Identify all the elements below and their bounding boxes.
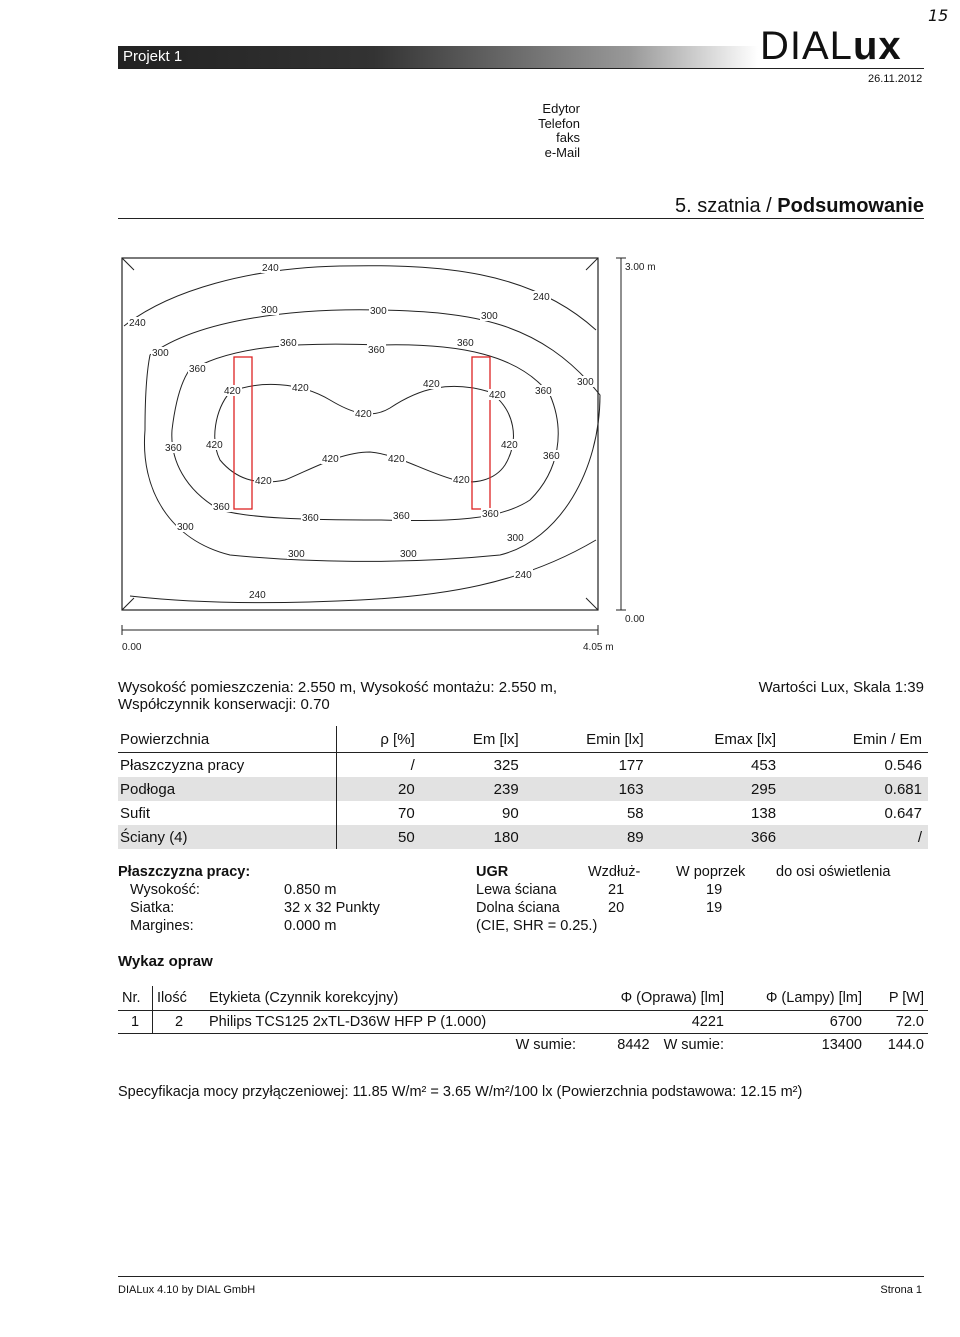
luminaire-left <box>234 357 252 509</box>
surfaces-table <box>118 726 928 849</box>
isoline-label: 420 <box>292 383 309 394</box>
workplane-margins: 0.000 m <box>284 918 337 934</box>
surface-cell: 177 <box>618 756 644 774</box>
surface-cell: 138 <box>751 804 777 822</box>
isoline-label: 240 <box>533 292 550 303</box>
luminaire-cell: 1 <box>118 1011 153 1034</box>
room-info-line1: Wysokość pomieszczenia: 2.550 m, Wysokość montażu: 2.550 m, <box>118 679 558 696</box>
luminaire-cell: 4221 <box>691 1014 724 1030</box>
isoline-label: 420 <box>255 476 272 487</box>
isoline-label: 360 <box>393 511 410 522</box>
scale-info: Wartości Lux, Skala 1:39 <box>758 679 924 696</box>
col-ratio: Emin / Em <box>852 730 922 748</box>
isoline-label: 360 <box>543 451 560 462</box>
surface-cell: Sufit <box>118 801 337 825</box>
workplane-title: Płaszczyzna pracy: <box>118 864 251 880</box>
workplane-grid: 32 x 32 Punkty <box>284 900 380 916</box>
isoline-label: 360 <box>189 364 206 375</box>
surface-row <box>118 801 928 825</box>
dialux-logo: DIALux <box>760 24 902 68</box>
luminaire-cell: Philips TCS125 2xTL-D36W HFP P (1.000) <box>209 1014 487 1030</box>
luminaire-row <box>118 1011 928 1034</box>
isoline-label: 420 <box>355 409 372 420</box>
footer-rule <box>118 1276 924 1277</box>
isoline-label: 360 <box>535 386 552 397</box>
contact-phone: Telefon <box>538 115 580 131</box>
isoline-label: 420 <box>501 440 518 451</box>
isoline-labels <box>128 262 595 601</box>
isoline-label: 420 <box>322 454 339 465</box>
surface-cell: 325 <box>493 756 519 774</box>
luminaires-header-row <box>118 986 928 1011</box>
ugr-left-wall: Lewa ściana <box>476 882 557 898</box>
col-rho: ρ [%] <box>380 730 415 748</box>
isoline-label: 420 <box>206 440 223 451</box>
isoline-label: 420 <box>388 454 405 465</box>
isoline-label: 360 <box>368 345 385 356</box>
plot-zero-right: 0.00 <box>625 614 645 625</box>
contact-fax: faks <box>556 130 580 145</box>
report-date: 26.11.2012 <box>868 73 923 85</box>
surface-cell: 20 <box>337 777 421 801</box>
col-label: Etykieta (Czynnik korekcyjny) <box>209 990 399 1006</box>
contact-email: e-Mail <box>544 144 580 160</box>
plot-height-label: 3.00 m <box>625 262 656 273</box>
ugr-bottom-wall: Dolna ściana <box>476 900 560 916</box>
surface-cell: 163 <box>525 777 650 801</box>
isoline-label: 420 <box>453 475 470 486</box>
surface-row <box>118 777 928 801</box>
isoline-label: 300 <box>481 311 498 322</box>
surface-cell: 453 <box>751 756 777 774</box>
surface-cell: 90 <box>502 804 519 822</box>
isoline-label: 420 <box>489 390 506 401</box>
surface-row <box>118 825 928 849</box>
sum-power: 144.0 <box>887 1037 924 1053</box>
col-nr: Nr. <box>118 986 153 1011</box>
ugr-title: UGR <box>476 864 509 880</box>
surface-cell: 239 <box>421 777 525 801</box>
surface-cell: 50 <box>337 825 421 849</box>
col-surface: Powierzchnia <box>118 726 337 753</box>
isoline-label: 360 <box>482 509 499 520</box>
col-flux-luminaire: Φ (Oprawa) [lm] <box>620 990 724 1006</box>
luminaires-sum-row <box>118 1034 928 1057</box>
room-info-line2: Współczynnik konserwacji: 0.70 <box>118 696 330 713</box>
isoline-label: 360 <box>280 338 297 349</box>
surface-cell: 0.647 <box>884 804 922 822</box>
luminaire-right <box>472 357 490 509</box>
ugr-across-header: W poprzek <box>676 864 746 880</box>
power-spec: Specyfikacja mocy przyłączeniowej: 11.85 W/m² = 3.65 W/m²/100 lx (Powierzchnia podstawowa: 12.15 m²) <box>118 1084 803 1100</box>
workplane-height-label: Wysokość: <box>130 882 200 898</box>
project-title: Projekt 1 <box>123 48 183 65</box>
surfaces-header-row <box>118 726 928 753</box>
isoline-label: 240 <box>129 318 146 329</box>
luminaires-table <box>118 986 928 1056</box>
surface-cell: 70 <box>398 804 415 822</box>
sum-flux-luminaires: 8442 W sumie: <box>617 1037 724 1053</box>
col-power: P [W] <box>888 990 924 1006</box>
footer-software: DIALux 4.10 by DIAL GmbH <box>118 1284 256 1296</box>
isoline-label: 420 <box>423 379 440 390</box>
surface-cell: Podłoga <box>118 777 337 801</box>
footer-page: Strona 1 <box>880 1284 922 1296</box>
isoline-label: 300 <box>177 522 194 533</box>
ugr-bottom-along: 20 <box>608 900 625 916</box>
surface-cell: Płaszczyzna pracy <box>118 753 337 778</box>
isoline-label: 240 <box>262 263 279 274</box>
workplane-grid-label: Siatka: <box>130 900 175 916</box>
isoline-label: 300 <box>261 305 278 316</box>
surface-cell: 295 <box>650 777 782 801</box>
surface-cell: 366 <box>650 825 782 849</box>
col-flux-lamps: Φ (Lampy) [lm] <box>765 990 862 1006</box>
isoline-label: 360 <box>165 443 182 454</box>
isoline-label: 240 <box>515 570 532 581</box>
col-em: Em [lx] <box>472 730 519 748</box>
luminaire-cell: 6700 <box>829 1014 862 1030</box>
ugr-note: (CIE, SHR = 0.25.) <box>476 918 598 934</box>
isoline-360 <box>172 344 558 521</box>
isoline-420 <box>215 384 514 482</box>
section-title: 5. szatnia / Podsumowanie <box>675 195 924 217</box>
ugr-axis-header: do osi oświetlenia <box>776 864 891 880</box>
surface-cell: 0.546 <box>884 756 922 774</box>
col-emax: Emax [lx] <box>714 730 777 748</box>
isoline-label: 420 <box>224 386 241 397</box>
isoline-label: 300 <box>152 348 169 359</box>
col-emin: Emin [lx] <box>586 730 644 748</box>
surface-cell: / <box>782 825 928 849</box>
workplane-height: 0.850 m <box>284 882 337 898</box>
isolux-plot <box>0 0 960 660</box>
isoline-label: 240 <box>249 590 266 601</box>
isoline-label: 360 <box>457 338 474 349</box>
handwritten-page-note: 15 <box>928 6 949 25</box>
surface-cell: 89 <box>525 825 650 849</box>
isoline-label: 300 <box>288 549 305 560</box>
workplane-margins-label: Margines: <box>130 918 194 934</box>
surface-row <box>118 753 928 778</box>
luminaires-title: Wykaz opraw <box>118 953 213 970</box>
ugr-left-across: 19 <box>706 882 723 898</box>
ugr-left-along: 21 <box>608 882 625 898</box>
room-outline <box>122 258 598 610</box>
surface-cell: 0.681 <box>782 777 928 801</box>
ugr-bottom-across: 19 <box>706 900 723 916</box>
isoline-240-top <box>124 266 596 330</box>
luminaire-cell: 2 <box>174 1014 184 1030</box>
luminaire-cell: 72.0 <box>895 1014 924 1030</box>
plot-zero-left: 0.00 <box>122 642 142 653</box>
contact-editor: Edytor <box>542 101 580 116</box>
isoline-label: 300 <box>577 377 594 388</box>
isoline-label: 300 <box>370 306 387 317</box>
isoline-label: 300 <box>507 533 524 544</box>
plot-width-label: 4.05 m <box>583 642 614 653</box>
sum-flux-lamps: 13400 <box>821 1037 862 1053</box>
sum-label-1: W sumie: <box>515 1037 576 1053</box>
surface-cell: 180 <box>421 825 525 849</box>
ugr-along-header: Wzdłuż- <box>588 864 641 880</box>
isoline-label: 300 <box>400 549 417 560</box>
surface-cell: / <box>410 756 415 774</box>
isoline-label: 360 <box>213 502 230 513</box>
surface-cell: 58 <box>626 804 644 822</box>
isoline-label: 360 <box>302 513 319 524</box>
surface-cell: Ściany (4) <box>118 825 337 849</box>
col-qty: Ilość <box>157 990 187 1006</box>
